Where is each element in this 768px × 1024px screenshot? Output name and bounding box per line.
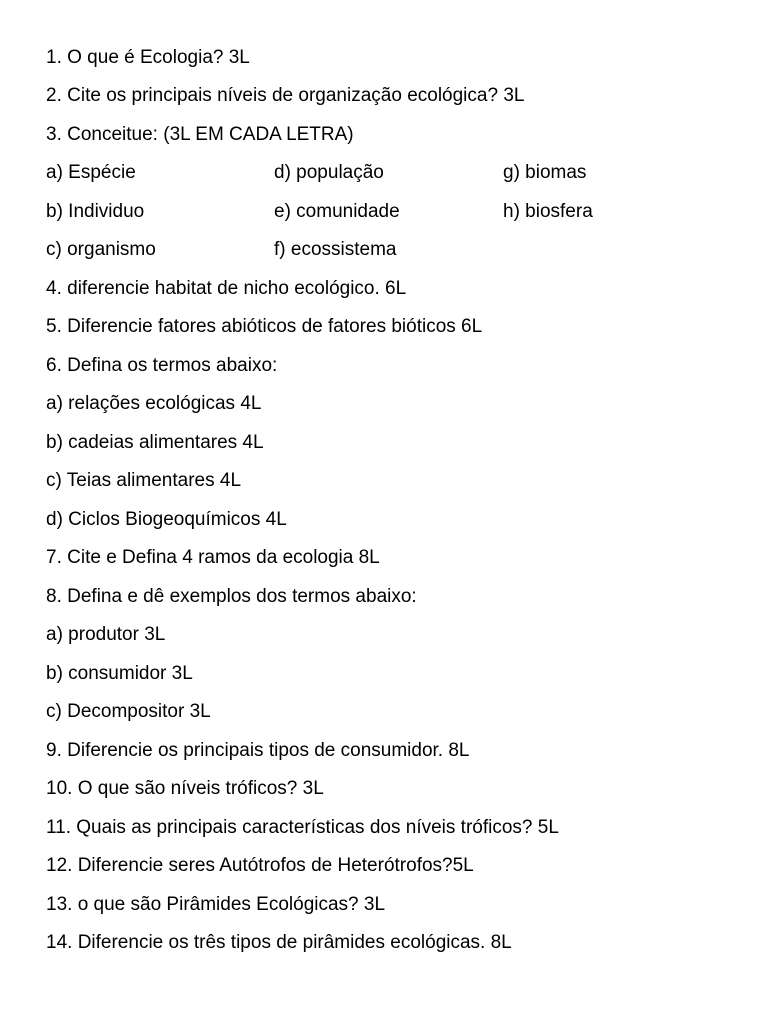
- question-6: 6. Defina os termos abaixo:: [46, 355, 278, 376]
- concept-a: a) Espécie: [46, 162, 136, 183]
- concept-f: f) ecossistema: [274, 239, 397, 260]
- question-6c: c) Teias alimentares 4L: [46, 470, 242, 491]
- question-14: 14. Diferencie os três tipos de pirâmides ecológicas. 8L: [46, 932, 512, 953]
- question-13: 13. o que são Pirâmides Ecológicas? 3L: [46, 894, 386, 915]
- concept-h: h) biosfera: [503, 201, 593, 222]
- concept-c: c) organismo: [46, 239, 156, 260]
- question-5: 5. Diferencie fatores abióticos de fatores bióticos 6L: [46, 316, 483, 337]
- question-9: 9. Diferencie os principais tipos de consumidor. 8L: [46, 740, 470, 761]
- question-2: 2. Cite os principais níveis de organização ecológica? 3L: [46, 85, 525, 106]
- concept-d: d) população: [274, 162, 384, 183]
- question-7: 7. Cite e Defina 4 ramos da ecologia 8L: [46, 547, 380, 568]
- question-4: 4. diferencie habitat de nicho ecológico. 6L: [46, 278, 407, 299]
- question-12: 12. Diferencie seres Autótrofos de Heterótrofos?5L: [46, 855, 474, 876]
- concept-g: g) biomas: [503, 162, 587, 183]
- question-11: 11. Quais as principais características dos níveis tróficos? 5L: [46, 817, 559, 838]
- question-3: 3. Conceitue: (3L EM CADA LETRA): [46, 124, 354, 145]
- concept-e: e) comunidade: [274, 201, 400, 222]
- concept-b: b) Individuo: [46, 201, 145, 222]
- question-8: 8. Defina e dê exemplos dos termos abaixo:: [46, 586, 417, 607]
- question-8c: c) Decompositor 3L: [46, 701, 211, 722]
- concepts-row-2: [46, 200, 726, 224]
- question-6b: b) cadeias alimentares 4L: [46, 432, 264, 453]
- question-8b: b) consumidor 3L: [46, 663, 193, 684]
- question-6d: d) Ciclos Biogeoquímicos 4L: [46, 509, 287, 530]
- question-8a: a) produtor 3L: [46, 624, 166, 645]
- concepts-row-3: [46, 238, 726, 262]
- question-6a: a) relações ecológicas 4L: [46, 393, 262, 414]
- question-10: 10. O que são níveis tróficos? 3L: [46, 778, 324, 799]
- concepts-row-1: [46, 161, 726, 185]
- question-1: 1. O que é Ecologia? 3L: [46, 47, 250, 68]
